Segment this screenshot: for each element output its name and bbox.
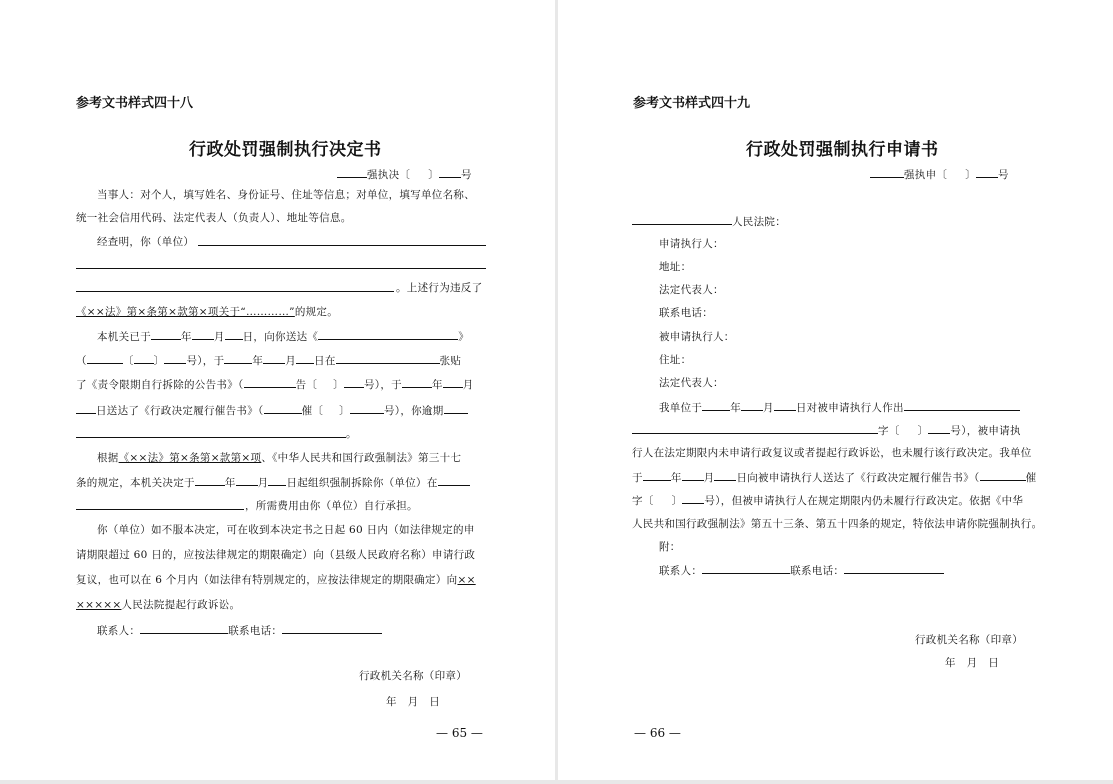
field-respondent: 被申请执行人： <box>659 331 735 343</box>
doc-number-bracket: 〕 <box>428 169 440 181</box>
text: 号），于 <box>186 355 225 367</box>
served-line <box>97 328 469 344</box>
appeal-line-2: 请期限超过 60 日的，应按法律规定的期限确定）向（县级人民政府名称）申请行政 <box>76 549 476 561</box>
signature-agency: 行政机关名称（印章） <box>359 670 467 682</box>
reminder-line <box>76 402 468 418</box>
contact-line <box>659 562 944 578</box>
text: 、《中华人民共和国行政强制法》第三十七 <box>261 452 462 464</box>
doc-number-bracket: 〕 <box>965 169 977 181</box>
text: 了《责令限期自行拆除的公告书》（ <box>76 379 244 391</box>
blank-line <box>76 268 486 269</box>
style-label: 参考文书样式四十九 <box>633 96 751 111</box>
text: 告〔 <box>295 379 318 391</box>
text: 条的规定，本机关决定于 <box>76 477 195 489</box>
text: 日，向你送达《 <box>242 331 319 343</box>
decision-line <box>76 474 470 490</box>
request-line-2 <box>632 422 1021 438</box>
text: 〕 <box>339 405 350 417</box>
law-line-end: 的规定。 <box>294 306 339 318</box>
finding-label: 经查明，你（单位） <box>97 236 195 248</box>
law-reference: 《××法》第×条第×款第×项关于“…………” <box>76 306 295 318</box>
page-right <box>558 0 1113 780</box>
text: 月 <box>462 379 474 391</box>
text: 年 <box>730 402 742 414</box>
phone-label: 联系电话： <box>228 625 283 637</box>
party-line-1: 当事人：对个人，填写姓名、身份证号、住址等信息；对单位，填写单位名称、 <box>97 189 475 201</box>
page-number: — 65 — <box>436 726 483 740</box>
text: 〕 <box>153 355 165 367</box>
request-line-3: 行人在法定期限内未申请行政复议或者提起行政诉讼，也未履行该行政决定。我单位 <box>632 447 1032 459</box>
basis-line <box>97 450 461 465</box>
blank-line <box>76 291 394 292</box>
text: 于 <box>632 472 643 484</box>
signature-agency: 行政机关名称（印章） <box>915 634 1023 646</box>
text: 根据 <box>97 452 119 464</box>
page-left <box>0 0 555 780</box>
text: 〕 <box>671 495 683 507</box>
doc-number <box>337 166 472 182</box>
doc-number-prefix: 强执决〔 <box>367 169 411 181</box>
text: 日对被申请执行人作出 <box>795 402 904 414</box>
text: 〕 <box>333 379 344 391</box>
field-respondent-rep: 法定代表人： <box>659 377 724 389</box>
contact-line <box>97 622 382 638</box>
period: 。 <box>346 428 357 440</box>
cost-line: ，所需费用由你（单位）自行承担。 <box>245 500 418 512</box>
field-address: 地址： <box>659 261 692 273</box>
law-reference: 《××法》第×条第×款第×项 <box>118 452 262 464</box>
text: 催 <box>1025 472 1037 484</box>
text: 复议，也可以在 6 个月内（如法律有特别规定的，应按法律规定的期限确定）向 <box>76 574 458 586</box>
contact-label: 联系人： <box>659 565 703 577</box>
appeal-line-1: 你（单位）如不服本决定，可在收到本决定书之日起 60 日内（如法律规定的申 <box>97 524 475 536</box>
text: 号），于 <box>363 379 402 391</box>
text: 字〔 <box>632 495 654 507</box>
court-label: 人民法院： <box>732 216 786 228</box>
law-line <box>76 304 338 319</box>
blank-line <box>198 245 486 246</box>
field-applicant: 申请执行人： <box>659 238 724 250</box>
style-label: 参考文书样式四十八 <box>76 96 194 111</box>
attachment-label: 附： <box>659 541 681 553</box>
request-line-1 <box>659 399 1020 415</box>
text: 月 <box>213 331 225 343</box>
blank-line <box>76 437 346 438</box>
text: 年 <box>670 472 682 484</box>
text: 我单位于 <box>659 402 703 414</box>
appeal-line-4 <box>76 597 240 612</box>
phone-label: 联系电话： <box>790 565 845 577</box>
doc-number <box>870 166 1009 182</box>
doc-number-suffix: 号 <box>461 169 472 181</box>
text: 月 <box>285 355 297 367</box>
request-line-6: 人民共和国行政强制法》第五十三条、第五十四条的规定，特依法申请你院强制执行。 <box>632 518 1043 530</box>
text: 月 <box>257 477 269 489</box>
text: 〔 <box>122 355 134 367</box>
court-line <box>632 213 786 229</box>
text: 〕 <box>917 425 929 437</box>
contact-label: 联系人： <box>97 625 141 637</box>
notice-line <box>76 376 474 392</box>
request-line-4 <box>632 469 1036 485</box>
doc-number-suffix: 号 <box>998 169 1009 181</box>
request-line-5 <box>632 492 1023 508</box>
text: 张贴 <box>439 355 462 367</box>
text: 日向被申请执行人送达了《行政决定履行催告书》（ <box>736 472 980 484</box>
text: 日送达了《行政决定履行催告书》（ <box>96 405 264 417</box>
doc-number-prefix: 强执申〔 <box>904 169 948 181</box>
field-residence: 住址： <box>659 354 692 366</box>
text: 年 <box>224 477 236 489</box>
violation-text: 。上述行为违反了 <box>396 282 483 294</box>
court-placeholder: ×× <box>457 574 476 586</box>
text: 号），但被申请执行人在规定期限内仍未履行行政决定。依据《中华 <box>704 495 1024 507</box>
text: 月 <box>703 472 715 484</box>
text: （ <box>76 355 87 367</box>
text: 日起组织强制拆除你（单位）在 <box>286 477 438 489</box>
doc-title: 行政处罚强制执行决定书 <box>189 140 382 160</box>
text: 号），被申请执 <box>950 425 1021 437</box>
text: 号），你逾期 <box>383 405 444 417</box>
party-line-2: 统一社会信用代码、法定代表人（负责人）、地址等信息。 <box>76 212 352 224</box>
text: 月 <box>763 402 774 414</box>
text: 年 <box>252 355 264 367</box>
field-legal-rep: 法定代表人： <box>659 284 724 296</box>
text: 年 <box>431 379 443 391</box>
court-placeholder: ××××× <box>76 599 122 611</box>
text: 年 <box>181 331 192 343</box>
field-phone: 联系电话： <box>659 307 713 319</box>
text: 字〔 <box>878 425 900 437</box>
signature-date: 年 月 日 <box>945 657 999 669</box>
doc-title: 行政处罚强制执行申请书 <box>746 140 939 160</box>
posted-line <box>76 352 461 368</box>
blank-line <box>76 509 244 510</box>
signature-date: 年 月 日 <box>386 696 440 708</box>
text: 》 <box>458 331 470 343</box>
appeal-line-3 <box>76 572 476 587</box>
text: 人民法院提起行政诉讼。 <box>121 599 241 611</box>
text: 日在 <box>314 355 336 367</box>
page-number: — 66 — <box>634 726 681 740</box>
text: 催〔 <box>301 405 324 417</box>
text: 本机关已于 <box>97 331 151 343</box>
